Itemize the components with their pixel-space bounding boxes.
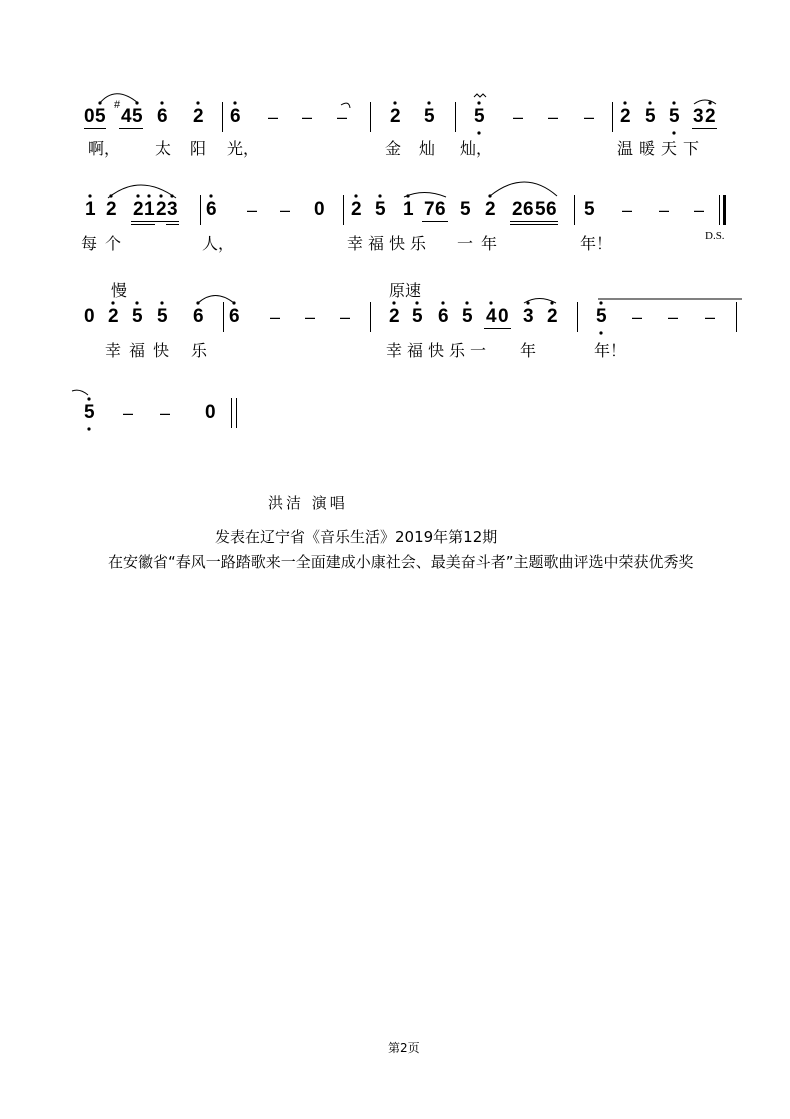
note: 2 <box>620 106 631 127</box>
tempo-marking: 原速 <box>389 281 422 300</box>
lyric: 年 <box>520 341 537 360</box>
singer-credit: 洪洁 演唱 <box>268 494 348 512</box>
note: 1 <box>403 199 414 220</box>
lyric: 幸福快乐一 <box>386 341 492 360</box>
note: 0 <box>84 106 95 127</box>
note: 5 <box>462 306 473 327</box>
note: 2 <box>512 199 523 220</box>
note: 6 <box>435 199 446 220</box>
note: 6 <box>229 306 240 327</box>
note: 5 <box>95 106 106 127</box>
note: 1 <box>85 199 96 220</box>
lyric: 灿， <box>460 139 493 158</box>
lyric: 阳 <box>190 139 207 158</box>
dash: – <box>584 107 595 127</box>
note: 5 <box>157 306 168 327</box>
note: 2 <box>108 306 119 327</box>
dash: – <box>337 107 348 127</box>
note: 2 <box>705 106 716 127</box>
note: 2 <box>156 199 167 220</box>
note: 5 <box>84 402 95 423</box>
dal-segno-mark: D.S. <box>705 230 725 242</box>
note: 6 <box>523 199 534 220</box>
dash: – <box>280 200 291 220</box>
dash: – <box>694 200 705 220</box>
note: 3 <box>693 106 704 127</box>
note: 6 <box>546 199 557 220</box>
note: 6 <box>438 306 449 327</box>
note: 0 <box>314 199 325 220</box>
score-markings <box>0 0 790 460</box>
note: 7 <box>424 199 435 220</box>
note: 5 <box>645 106 656 127</box>
note: 3 <box>167 199 178 220</box>
dash: – <box>268 107 279 127</box>
dash: – <box>668 307 679 327</box>
lyric: 啊， <box>88 139 121 158</box>
dash: – <box>305 307 316 327</box>
note: 0 <box>84 306 95 327</box>
dash: – <box>270 307 281 327</box>
dash: – <box>160 403 171 423</box>
dash: – <box>632 307 643 327</box>
lyric: 年！ <box>594 341 627 360</box>
note: 1 <box>144 199 155 220</box>
lyric: 人， <box>202 234 235 253</box>
note: 2 <box>106 199 117 220</box>
note: 5 <box>460 199 471 220</box>
note: 2 <box>351 199 362 220</box>
note: 2 <box>390 106 401 127</box>
note: 5 <box>669 106 680 127</box>
note: 5 <box>474 106 485 127</box>
note: 3 <box>523 306 534 327</box>
note: 2 <box>389 306 400 327</box>
tempo-marking: 慢 <box>111 281 128 300</box>
note: 4 <box>121 106 132 127</box>
lyric: 一年 <box>457 234 506 253</box>
note: 0 <box>205 402 216 423</box>
note: 5 <box>375 199 386 220</box>
dash: – <box>513 107 524 127</box>
note: 5 <box>132 306 143 327</box>
lyric: 乐 <box>191 341 208 360</box>
note: 2 <box>547 306 558 327</box>
note: 6 <box>230 106 241 127</box>
dash: – <box>123 403 134 423</box>
note: 2 <box>485 199 496 220</box>
lyric: 每个 <box>81 234 130 253</box>
lyric: 灿 <box>419 139 436 158</box>
note: 5 <box>424 106 435 127</box>
note: 5 <box>584 199 595 220</box>
dash: – <box>302 107 313 127</box>
note: 2 <box>193 106 204 127</box>
lyric: 光， <box>227 139 260 158</box>
dash: – <box>548 107 559 127</box>
dash: – <box>622 200 633 220</box>
dash: – <box>705 307 716 327</box>
lyric: 幸福快乐 <box>347 234 432 253</box>
publication-note: 发表在辽宁省《音乐生活》2019年第12期 <box>215 528 498 546</box>
dash: – <box>659 200 670 220</box>
note: 6 <box>193 306 204 327</box>
dash: – <box>340 307 351 327</box>
lyric: 温暖天下 <box>617 139 706 158</box>
note: 2 <box>133 199 144 220</box>
dash: – <box>247 200 258 220</box>
note: 6 <box>206 199 217 220</box>
note: 4 <box>486 306 497 327</box>
award-note: 在安徽省“春风一路踏歌来一全面建成小康社会、最美奋斗者”主题歌曲评选中荣获优秀奖 <box>108 553 694 571</box>
note: 6 <box>157 106 168 127</box>
lyric: 年！ <box>580 234 613 253</box>
note: 5 <box>535 199 546 220</box>
sharp-sign: # <box>114 99 121 111</box>
lyric: 太 <box>155 139 172 158</box>
note: 5 <box>412 306 423 327</box>
note: 0 <box>498 306 509 327</box>
note: 5 <box>596 306 607 327</box>
lyric: 金 <box>385 139 402 158</box>
page-number: 第2页 <box>388 1041 420 1055</box>
lyric: 幸福快 <box>105 341 178 360</box>
note: 5 <box>132 106 143 127</box>
